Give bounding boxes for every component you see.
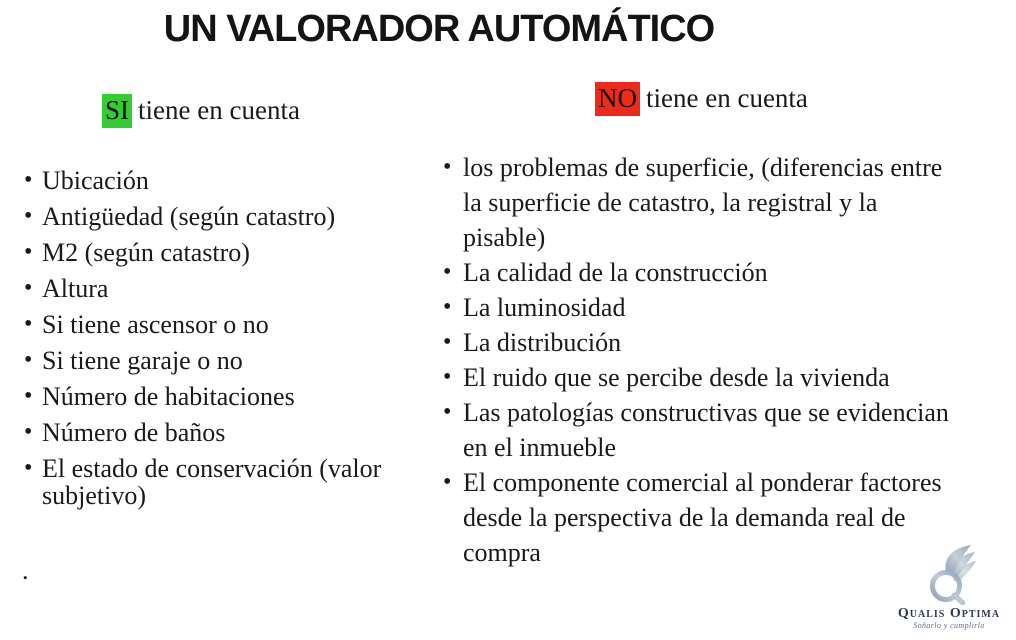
si-highlight: SI	[102, 94, 132, 128]
list-item: • La distribución	[443, 325, 965, 360]
no-highlight: NO	[595, 82, 640, 116]
list-item: • El componente comercial al ponderar factores desde la perspectiva de la demanda real de compra	[443, 465, 965, 570]
stray-period: .	[22, 556, 29, 585]
list-item: • Ubicación	[24, 167, 392, 194]
list-item: • La luminosidad	[443, 290, 965, 325]
logo-tagline: Soñarlo y cumplirlo	[913, 621, 985, 630]
ignored-factors-list	[443, 150, 965, 570]
list-item: • Antigüedad (según catastro)	[24, 203, 392, 230]
list-item: • Altura	[24, 275, 392, 302]
list-item: • El ruido que se percibe desde la vivienda	[443, 360, 965, 395]
quill-q-logo-icon	[920, 545, 978, 605]
list-item: • La calidad de la construcción	[443, 255, 965, 290]
qualis-optima-logo	[884, 545, 1014, 631]
left-column-header	[102, 94, 300, 128]
list-item: • Número de habitaciones	[24, 383, 392, 410]
left-header-text: tiene en cuenta	[138, 95, 300, 125]
list-item: • Número de baños	[24, 419, 392, 446]
list-item: • los problemas de superficie, (diferencias entre la superficie de catastro, la registral y la pisable)	[443, 150, 965, 255]
list-item: • Si tiene ascensor o no	[24, 311, 392, 338]
right-header-text: tiene en cuenta	[646, 83, 808, 113]
list-item: • Si tiene garaje o no	[24, 347, 392, 374]
list-item: • Las patologías constructivas que se evidencian en el inmueble	[443, 395, 965, 465]
list-item: • M2 (según catastro)	[24, 239, 392, 266]
right-column-header	[595, 82, 808, 116]
slide-title: UN VALORADOR AUTOMÁTICO	[163, 8, 715, 50]
logo-name: Qualis Optima	[897, 606, 1001, 621]
list-item: • El estado de conservación (valor subjetivo)	[24, 455, 392, 509]
considered-factors-list	[24, 167, 392, 518]
